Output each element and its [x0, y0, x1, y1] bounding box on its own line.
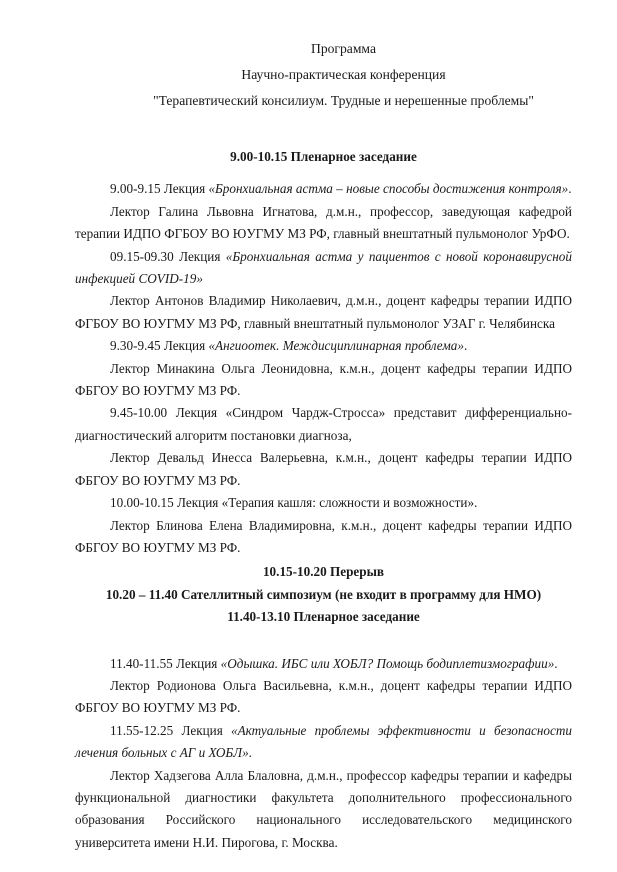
paragraph-text: 09.15-09.30 Лекция: [110, 248, 226, 264]
title-line: Научно-практическая конференция: [241, 67, 446, 82]
session-heading: 9.00-10.15 Пленарное заседание: [230, 149, 417, 164]
program-paragraph: [75, 447, 572, 492]
program-paragraph: [75, 335, 572, 357]
lecture-title: «Бронхиальная астма – новые способы достижения контроля»: [208, 181, 569, 197]
document-title: [75, 36, 572, 114]
paragraph-text: Лектор Хадзегова Алла Блаловна, д.м.н., профессор кафедры терапии и кафедры функциональной диагностики факультета дополнительного профессионального образования Российского национального исследовательского медицинского университета имени Н.И. Пирогова, г. Москва.: [75, 767, 572, 850]
program-paragraph: [75, 653, 572, 675]
paragraph-text: 9.00-9.15 Лекция: [110, 181, 209, 197]
program-paragraph: [75, 201, 572, 246]
program-paragraph: [75, 492, 572, 514]
paragraph-text: .: [248, 745, 252, 761]
paragraph-text: .: [568, 181, 572, 197]
program-paragraph: [75, 765, 572, 855]
program-paragraph: [75, 720, 572, 765]
paragraph-text: 10.00-10.15 Лекция «Терапия кашля: сложности и возможности».: [110, 495, 478, 511]
program-paragraph: [75, 178, 572, 200]
lecture-title: «Актуальные проблемы эффективности и безопасности лечения больных с АГ и ХОБЛ»: [75, 722, 572, 761]
paragraph-text: Лектор Девальд Инесса Валерьевна, к.м.н., доцент кафедры терапии ИДПО ФБГОУ ВО ЮУГМУ МЗ РФ.: [75, 450, 572, 488]
program-paragraph: [75, 515, 572, 560]
break-heading: 10.15-10.20 Перерыв: [262, 564, 385, 580]
program-paragraph: [75, 246, 572, 291]
program-paragraph: [75, 402, 572, 447]
paragraph-text: 9.45-10.00 Лекция «Синдром Чардж-Стросса» представит дифференциально-диагностический алгоритм постановки диагноза,: [75, 405, 572, 443]
paragraph-text: 11.55-12.25 Лекция: [110, 722, 232, 738]
lecture-title: «Ангиоотек. Междисциплинарная проблема»: [208, 338, 464, 354]
paragraph-text: Лектор Родионова Ольга Васильевна, к.м.н., доцент кафедры терапии ИДПО ФБГОУ ВО ЮУГМУ МЗ РФ.: [75, 677, 572, 716]
symposium-heading: 10.20 – 11.40 Сателлитный симпозиум (не входит в программу для НМО): [105, 586, 542, 602]
program-block: [75, 178, 572, 559]
paragraph-text: .: [463, 338, 468, 354]
program-paragraph: [75, 675, 572, 720]
paragraph-text: Лектор Антонов Владимир Николаевич, д.м.н., доцент кафедры терапии ИДПО ФГБОУ ВО ЮУГМУ МЗ РФ, главный внештатный пульмонолог УЗАГ г. Челябинска: [75, 293, 572, 331]
program-paragraph: [75, 290, 572, 335]
title-line: "Терапевтический консилиум. Трудные и нерешенные проблемы": [153, 93, 534, 108]
paragraph-text: 9.30-9.45 Лекция: [110, 338, 209, 354]
program-block: [75, 653, 572, 855]
title-line: Программа: [311, 41, 376, 56]
paragraph-text: 11.40-11.55 Лекция: [110, 655, 221, 671]
paragraph-text: .: [554, 655, 558, 671]
paragraph-text: Лектор Галина Львовна Игнатова, д.м.н., профессор, заведующая кафедрой терапии ИДПО ФГБОУ ВО ЮУГМУ МЗ РФ, главный внештатный пульмонолог УрФО.: [75, 203, 572, 242]
session-heading: 11.40-13.10 Пленарное заседание: [227, 609, 420, 625]
program-paragraph: [75, 358, 572, 403]
paragraph-text: Лектор Блинова Елена Владимировна, к.м.н., доцент кафедры терапии ИДПО ФБГОУ ВО ЮУГМУ МЗ РФ.: [75, 517, 572, 555]
lecture-title: «Одышка. ИБС или ХОБЛ? Помощь бодиплетизмографии»: [220, 655, 555, 671]
lecture-title: «Бронхиальная астма у пациентов с новой коронавирусной инфекцией COVID-19»: [75, 248, 572, 287]
paragraph-text: Лектор Минакина Ольга Леонидовна, к.м.н., доцент кафедры терапии ИДПО ФБГОУ ВО ЮУГМУ МЗ РФ.: [75, 360, 572, 399]
